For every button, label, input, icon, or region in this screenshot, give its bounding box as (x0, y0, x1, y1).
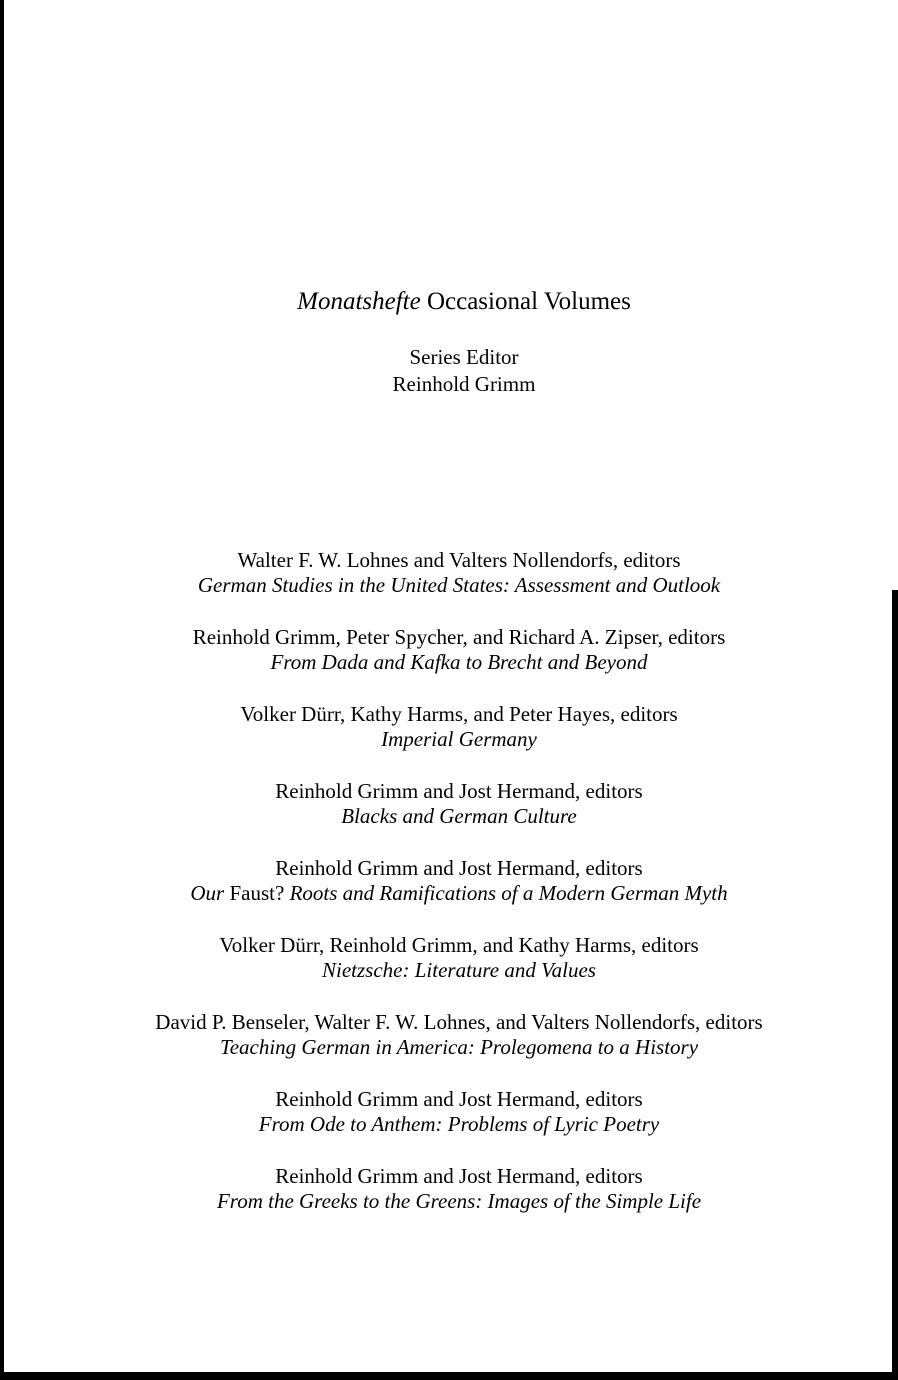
volume-title: Nietzsche: Literature and Values (322, 958, 596, 982)
volume-title: Teaching German in America: Prolegomena to a History (219, 1035, 699, 1059)
series-editor-block (0, 344, 898, 398)
volume-entry (20, 1087, 898, 1137)
series-name-italic: Monatshefte (297, 288, 421, 315)
volume-entry (20, 548, 898, 598)
series-name-rest: Occasional Volumes (420, 288, 631, 315)
volume-entry (20, 625, 898, 675)
volume-editors: Reinhold Grimm, Peter Spycher, and Richard A. Zipser, editors (192, 625, 726, 649)
volume-editors: Reinhold Grimm and Jost Hermand, editors (275, 856, 643, 880)
volume-editors: Walter F. W. Lohnes and Valters Nollendorfs, editors (237, 548, 681, 572)
volume-editors: Reinhold Grimm and Jost Hermand, editors (275, 779, 643, 803)
volume-list (0, 548, 898, 1241)
volume-entry (20, 856, 898, 906)
volume-title (20, 881, 898, 906)
volume-title: Imperial Germany (381, 727, 537, 751)
volume-title-roman-part: Faust? (224, 881, 290, 905)
volume-entry (20, 702, 898, 752)
series-editor-label: Series Editor (409, 345, 519, 369)
volume-title-italic-part: Our (190, 881, 225, 905)
scan-edge-bottom (0, 1372, 898, 1380)
series-title (0, 288, 898, 316)
volume-editors: Volker Dürr, Kathy Harms, and Peter Hayes, editors (240, 702, 678, 726)
series-editor-name: Reinhold Grimm (392, 372, 536, 396)
volume-title: Blacks and German Culture (341, 804, 577, 828)
volume-entry (20, 779, 898, 829)
volume-editors: Volker Dürr, Reinhold Grimm, and Kathy Harms, editors (219, 933, 699, 957)
volume-title: From Dada and Kafka to Brecht and Beyond (270, 650, 648, 674)
volume-editors: Reinhold Grimm and Jost Hermand, editors (275, 1164, 643, 1188)
volume-title: From Ode to Anthem: Problems of Lyric Poetry (258, 1112, 660, 1136)
volume-title-italic-part: Roots and Ramifications of a Modern German Myth (289, 881, 728, 905)
volume-entry (20, 1164, 898, 1214)
volume-editors: Reinhold Grimm and Jost Hermand, editors (275, 1087, 643, 1111)
volume-title: From the Greeks to the Greens: Images of the Simple Life (216, 1189, 702, 1213)
volume-entry (20, 933, 898, 983)
volume-entry (20, 1010, 898, 1060)
volume-editors: David P. Benseler, Walter F. W. Lohnes, and Valters Nollendorfs, editors (155, 1010, 763, 1034)
volume-title: German Studies in the United States: Assessment and Outlook (197, 573, 721, 597)
